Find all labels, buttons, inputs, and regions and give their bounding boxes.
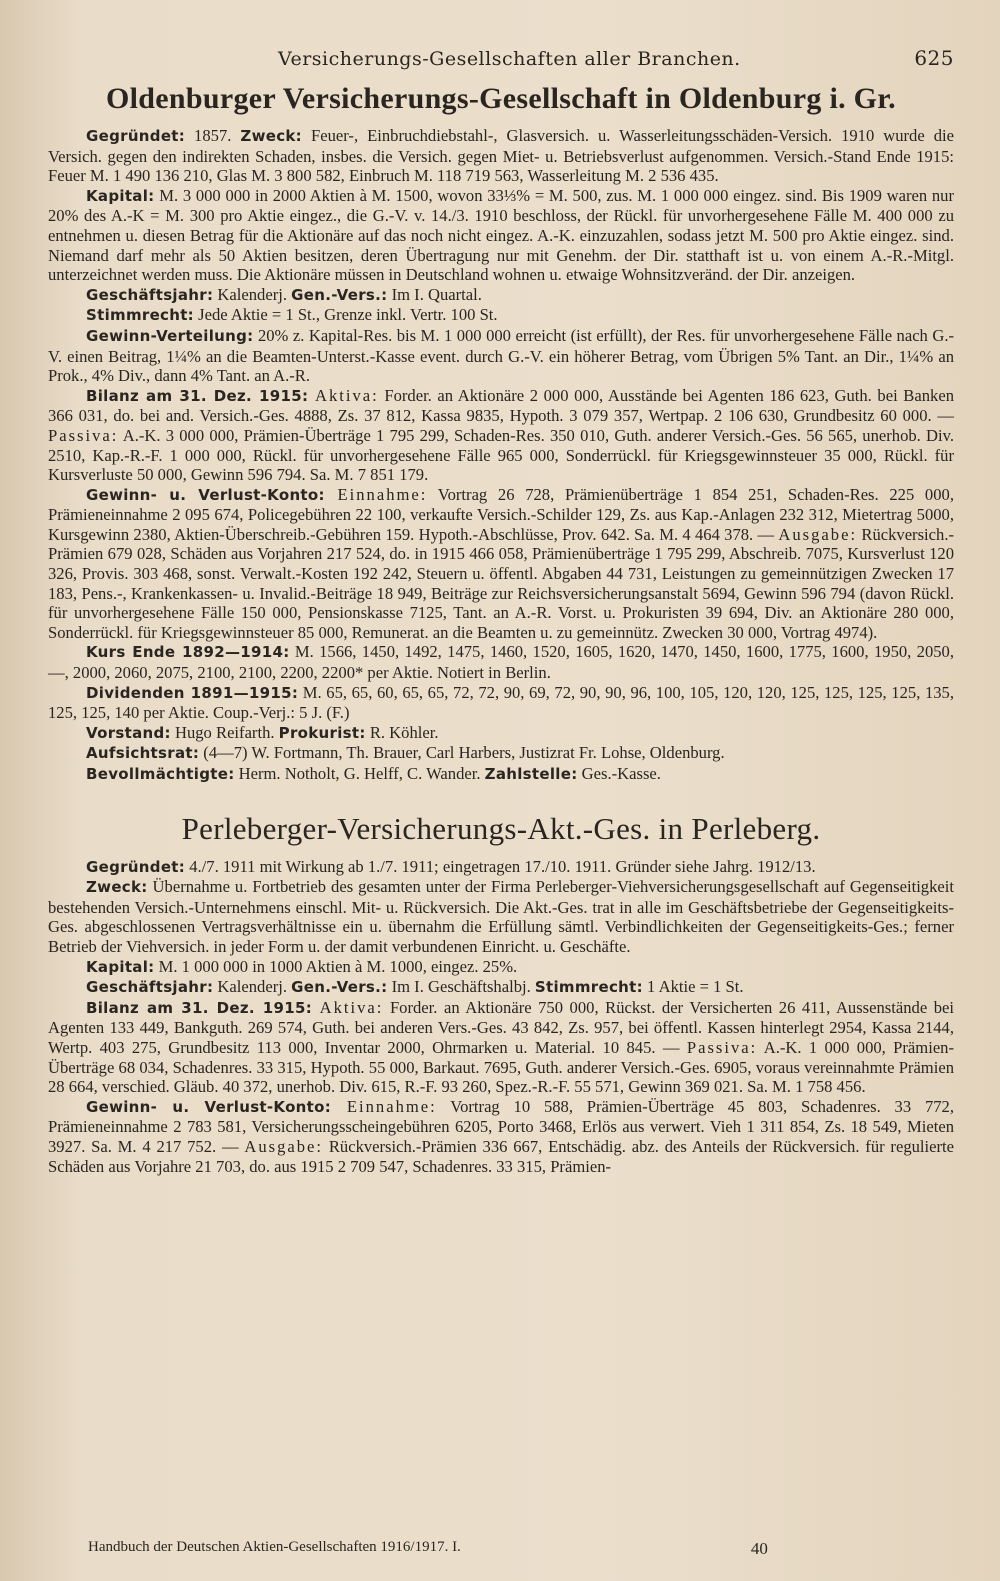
label: Kurs Ende 1892—1914: (86, 643, 290, 662)
c1-founded-purpose (48, 126, 954, 186)
c1-profit-loss (48, 485, 954, 643)
label: Kapital: (86, 186, 155, 205)
label: Prokurist: (278, 723, 366, 742)
label: Stimmrecht: (534, 978, 643, 997)
c1-business-year (48, 285, 954, 306)
c1-share-price (48, 642, 954, 682)
label: Gegründet: (86, 127, 186, 145)
text: 4./7. 1911 mit Wirkung ab 1./7. 1911; eingetragen 17./10. 1911. Gründer siehe Jahrg. 1912/13. (185, 856, 816, 876)
label: Zweck: (86, 878, 148, 897)
label: Aktiva: (312, 997, 384, 1017)
label: Ausgabe: (778, 524, 858, 544)
c2-profit-loss (48, 1097, 954, 1176)
label: Zweck: (240, 127, 302, 145)
text: Im I. Geschäftshalbj. (387, 977, 535, 997)
text: Kalenderj. (213, 977, 292, 997)
c2-balance-sheet (48, 998, 954, 1097)
c1-balance-sheet (48, 386, 954, 485)
text: Forder. an Aktionäre 2 000 000, Ausstände bei Agenten 186 623, Guth. bei Banken 366 031, do. bei and. Versich.-Ges. 4888, Zs. 37 812, Kassa 9835, Hypoth. 3 079 357, Wertpap. 2 106 630, Grundbesitz 60 000. — (48, 385, 954, 426)
label: Bilanz am 31. Dez. 1915: (86, 998, 313, 1017)
text: Übernahme u. Fortbetrieb des gesamten unter der Firma Perleberger-Viehversicherungsgesellschaft auf Gegenseitigkeit bestehenden Versich.-Unternehmens einschl. Mit- u. Rückversich. Die Akt.-Ges. trat in alle im Geschäftsbetriebe der Gegenseitigkeits-Ges. abgeschlossenen Vertragsverhältnisse ein u. übernahm die Erfüllung sämtl. Verbindlichkeiten der Gegenseitigkeits-Ges.; ferner Betrieb der Viehversich. in jeder Form u. der damit verbundenen Einricht. u. Geschäfte. (48, 877, 954, 956)
label: Einnahme: (324, 484, 428, 504)
text: Feuer-, Einbruchdiebstahl-, Glasversich. u. Wasserleitungsschäden-Versich. 1910 wurde die Versich. gegen den indirekten Schaden, insbes. die Versich. gegen Miet- u. Betriebsverlust aufgenommen. Versich.-Stand Ende 1915: Feuer M. 1 490 136 210, Glas M. 3 800 582, Einbruch M. 118 719 563, Wasserleitung M. 2 536 435. (48, 126, 954, 186)
c2-purpose (48, 877, 954, 956)
text: Rückversich.-Prämien 679 028, Schäden aus Vorjahren 217 524, do. in 1915 466 058, Prämienüberträge 1 795 299, Abschreib. 7075, Kursverlust 120 326, Provis. 303 468, sonst. Verwalt.-Kosten 192 242, Steuern u. öffentl. Abgaben 44 731, Leistungen zu gemeinnützigen Zwecken 17 183, Pens.-, Krankenkassen- u. Invalid.-Beiträge 18 949, Beiträge zur Reichsversicherungsanstalt 5694, Gewinn 596 794 (davon Rückl. für unvorhergesehene Fälle 150 000, Pensionskasse 7125, Tant. an A.-R. Vorst. u. Prokuristen 39 694, Div. an Aktionäre 280 000, Sonderrückl. für Kriegsgewinnsteuer 85 000, Remunerat. an die Beamten u. zu gemeinnütz. Zwecken 30 000, Vortrag 4974). (48, 524, 954, 642)
label: Gen.-Vers.: (291, 285, 388, 304)
c2-capital (48, 957, 954, 978)
text: R. Köhler. (365, 722, 439, 742)
c1-dividends (48, 683, 954, 723)
text: M. 1 000 000 in 1000 Aktien à M. 1000, eingez. 25%. (154, 956, 518, 976)
label: Gewinn- u. Verlust-Konto: (86, 1097, 332, 1116)
text: Vortrag 10 588, Prämien-Überträge 45 803, Schadenres. 33 772, Prämieneinnahme 2 783 581, Versicherungsscheingebühren 6205, Porto 3468, Erlös aus verwert. Vieh 1 311 854, Zs. 18 549, Mieten 3927. Sa. M. 4 217 752. — (48, 1096, 954, 1156)
label: Geschäftsjahr: (86, 285, 214, 304)
c2-founded (48, 857, 954, 878)
label: Aufsichtsrat: (86, 744, 200, 763)
text: Rückversich.-Prämien 336 667, Entschädig. abz. des Anteils der Rückversich. für regulierte Schäden aus Vorjahre 21 703, do. aus 1915 2 709 547, Schadenres. 33 315, Prämien- (48, 1136, 955, 1176)
c1-capital (48, 186, 954, 285)
text: Im I. Quartal. (387, 284, 482, 304)
text: 1857. (185, 126, 241, 145)
page-number: 625 (914, 46, 954, 70)
text: Forder. an Aktionäre 750 000, Rückst. der Versicherten 26 411, Aussenstände bei Agenten 133 449, Bankguth. 269 574, Guth. bei anderen Vers.-Ges. 43 842, Zs. 957, bei öffentl. Kassen hinterlegt 2954, Kassa 2144, Wertp. 403 275, Grundbesitz 113 000, Inventar 2000, Ohrmarken u. Material. 10 845. — (48, 997, 955, 1057)
label: Passiva: (48, 425, 119, 445)
text: A.-K. 3 000 000, Prämien-Überträge 1 795 299, Schaden-Res. 350 010, Guth. anderer Versich.-Ges. 56 565, unerhob. Div. 2510, Kap.-R.-F. 1 000 000, Rückl. für unvorhergesehene Fälle 965 000, Sonderrückl. für Kriegsgewinnsteuer 35 000, Rückl. für Kursverluste 50 000, Gewinn 596 794. Sa. M. 7 851 179. (48, 425, 954, 485)
label: Gewinn- u. Verlust-Konto: (86, 485, 325, 504)
running-head (48, 46, 954, 70)
label: Gen.-Vers.: (291, 978, 388, 997)
label: Stimmrecht: (86, 306, 194, 325)
label: Passiva: (686, 1037, 758, 1057)
label: Vorstand: (86, 723, 171, 742)
c1-profit-distribution (48, 326, 954, 386)
label: Geschäftsjahr: (86, 978, 214, 997)
text: Ges.-Kasse. (577, 764, 661, 783)
text: 20% z. Kapital-Res. bis M. 1 000 000 erreicht (ist erfüllt), der Res. für unvorhergesehene Fälle nach G.-V. einen Beitrag, 1¼% an die Beamten-Unterst.-Kasse event. durch G.-V. ein höherer Betrag, vom Übrigen 5% Tant. an Dir., 1¼% an Prok., 4% Div., dann 4% Tant. an A.-R. (48, 325, 954, 386)
footer-sheet-number: 40 (750, 1539, 768, 1558)
footer (88, 1539, 954, 1559)
c1-voting-rights (48, 305, 954, 326)
label: Aktiva: (308, 385, 379, 405)
text: Hugo Reifarth. (170, 722, 279, 742)
company-2-heading: Perleberger-Versicherungs-Akt.-Ges. in Perleberg. (181, 810, 821, 846)
text: 1 Aktie = 1 St. (642, 977, 744, 997)
label: Gegründet: (86, 857, 186, 876)
label: Einnahme: (331, 1096, 437, 1116)
text: M. 65, 65, 60, 65, 65, 72, 72, 90, 69, 72, 90, 90, 96, 100, 105, 120, 120, 125, 125, 125, 125, 135, 125, 125, 140 per Aktie. Coup.-Verj.: 5 J. (F.) (48, 682, 954, 723)
c1-supervisory-board (48, 743, 954, 764)
text: Jede Aktie = 1 St., Grenze inkl. Vertr. 100 St. (194, 305, 498, 325)
company-1-heading: Oldenburger Versicherungs-Gesellschaft in Oldenburg i. Gr. (106, 82, 896, 115)
footer-book-title: Handbuch der Deutschen Aktien-Gesellschaften 1916/1917. I. (88, 1539, 461, 1555)
label: Kapital: (86, 957, 155, 976)
text: M. 1566, 1450, 1492, 1475, 1460, 1520, 1605, 1620, 1470, 1450, 1600, 1775, 1600, 1950, 2050, —, 2000, 2060, 2075, 2100, 2100, 2200, 2200* per Aktie. Notiert in Berlin. (48, 642, 954, 683)
text: A.-K. 1 000 000, Prämien-Überträge 68 034, Schadenres. 33 315, Hypoth. 55 000, Barkaut. 7695, Guth. anderer Versich.-Ges. 6905, voraus vereinnahmte Prämien 28 664, verschied. Gläub. 40 372, unerhob. Div. 615, R.-F. 93 260, Spez.-R.-F. 55 571, Gewinn 369 021. Sa. M. 1 758 456. (48, 1037, 955, 1097)
label: Ausgabe: (244, 1136, 324, 1156)
c1-authorized-agents (48, 764, 954, 785)
text: Vortrag 26 728, Prämienüberträge 1 854 251, Schaden-Res. 225 000, Prämieneinnahme 2 095 674, Policegebühren 22 100, verkaufte Versich.-Schilder 129, Zs. aus Kap.-Anlagen 232 312, Mietertrag 5000, Kursgewinn 2380, Aktien-Überschreib.-Gebühren 159. Hypoth.-Abschlüsse, Prov. 642. Sa. M. 4 464 378. — (48, 484, 954, 544)
label: Bilanz am 31. Dez. 1915: (86, 386, 309, 405)
label: Bevollmächtigte: (86, 765, 235, 783)
text: Herm. Notholt, G. Helff, C. Wander. (234, 764, 485, 783)
text: Kalenderj. (213, 284, 292, 304)
label: Zahlstelle: (484, 765, 578, 783)
text: M. 3 000 000 in 2000 Aktien à M. 1500, wovon 33⅓% = M. 500, zus. M. 1 000 000 eingez. sind. Bis 1909 waren nur 20% des A.-K = M. 300 pro Aktie eingez., die G.-V. v. 14./3. 1910 beschloss, der Rückl. für unvorhergesehene Fälle M. 400 000 zu entnehmen u. diesen Betrag für die Aktionäre auf das noch nicht eingez. A.-K. einzuzahlen, sodass jetzt M. 500 pro Aktie eingez. sind. Niemand darf mehr als 50 Aktien besitzen, deren Übertragung nur mit Genehm. der Dir. statthaft ist u. von einem A.-R.-Mitgl. unterzeichnet werden muss. Die Aktionäre müssen in Deutschland wohnen u. etwaige Wohnsitzveränd. der Dir. anzeigen. (48, 185, 954, 285)
text: (4—7) W. Fortmann, Th. Brauer, Carl Harbers, Justizrat Fr. Lohse, Oldenburg. (199, 743, 725, 763)
label: Dividenden 1891—1915: (86, 683, 299, 702)
c2-business-year (48, 977, 954, 998)
running-head-title: Versicherungs-Gesellschaften aller Branchen. (278, 48, 741, 70)
label: Gewinn-Verteilung: (86, 326, 254, 345)
c1-board (48, 723, 954, 744)
